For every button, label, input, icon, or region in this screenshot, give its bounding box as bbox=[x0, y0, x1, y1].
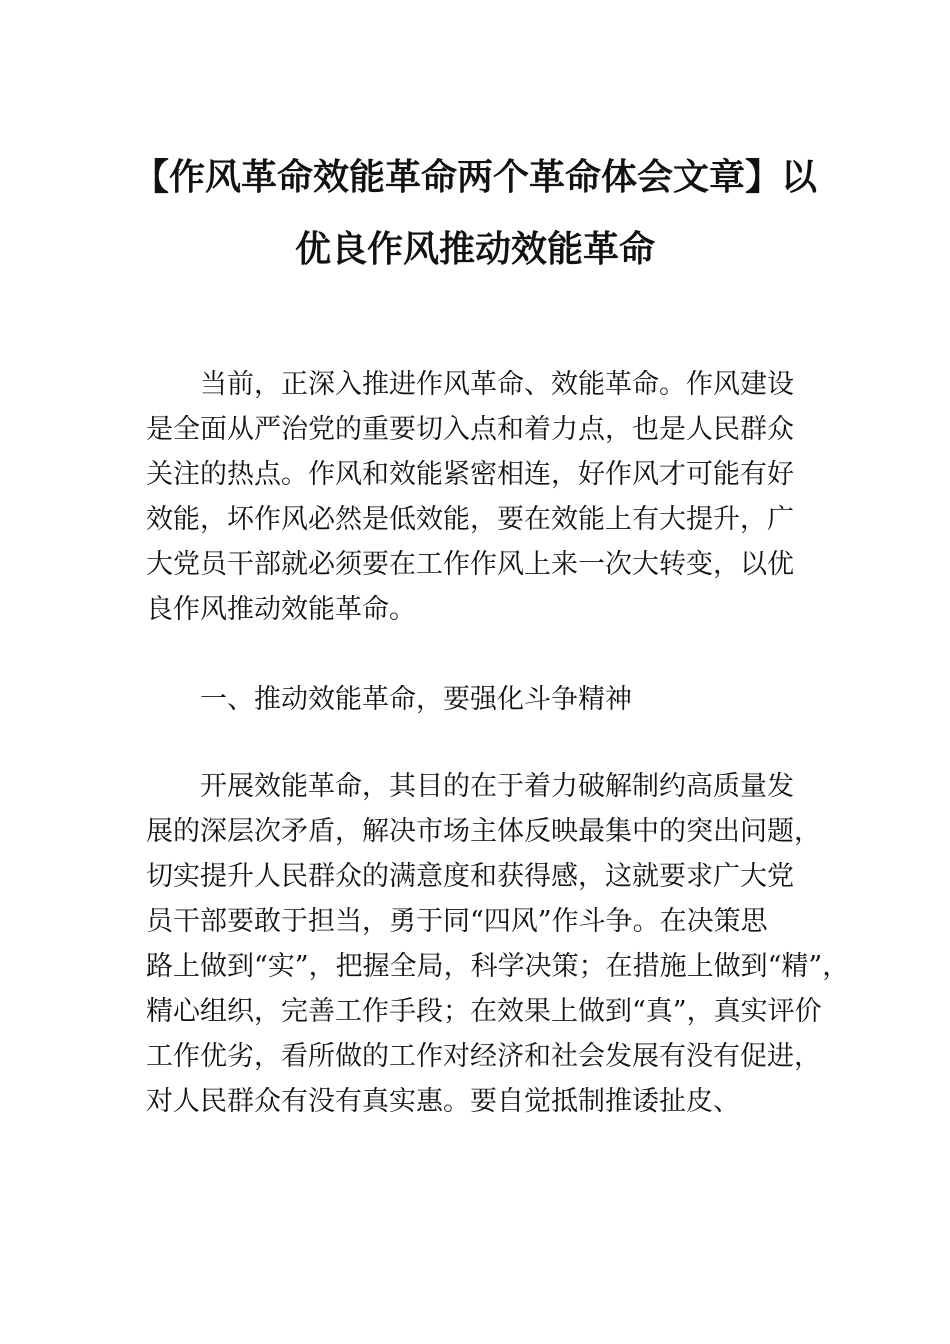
paragraph-line: 展的深层次矛盾，解决市场主体反映最集中的突出问题， bbox=[146, 816, 821, 847]
section-heading: 一、推动效能革命，要强化斗争精神 bbox=[200, 684, 632, 715]
paragraph-line: 对人民群众有没有真实惠。要自觉抵制推诿扯皮、 bbox=[146, 1086, 740, 1117]
paragraph-line: 路上做到“实”，把握全局，科学决策；在措施上做到“精”， bbox=[146, 951, 850, 982]
paragraph-line: 切实提升人民群众的满意度和获得感，这就要求广大党 bbox=[146, 861, 794, 892]
paragraph-line: 是全面从严治党的重要切入点和着力点，也是人民群众 bbox=[146, 414, 794, 445]
document-title-line-2: 优良作风推动效能革命 bbox=[294, 229, 655, 270]
paragraph-line: 效能，坏作风必然是低效能，要在效能上有大提升，广 bbox=[146, 504, 794, 535]
paragraph-line: 良作风推动效能革命。 bbox=[146, 594, 416, 625]
paragraph-line: 大党员干部就必须要在工作作风上来一次大转变，以优 bbox=[146, 549, 794, 580]
document-title-line-1: 【作风革命效能革命两个革命体会文章】以 bbox=[132, 157, 817, 198]
paragraph-line: 员干部要敢于担当，勇于同“四风”作斗争。在决策思 bbox=[146, 906, 768, 937]
paragraph-line: 当前，正深入推进作风革命、效能革命。作风建设 bbox=[200, 369, 794, 400]
paragraph-line: 精心组织，完善工作手段；在效果上做到“真”，真实评价 bbox=[146, 996, 822, 1027]
paragraph-line: 关注的热点。作风和效能紧密相连，好作风才可能有好 bbox=[146, 459, 794, 490]
paragraph-line: 开展效能革命，其目的在于着力破解制约高质量发 bbox=[200, 771, 794, 802]
paragraph-line: 工作优劣，看所做的工作对经济和社会发展有没有促进， bbox=[146, 1041, 821, 1072]
